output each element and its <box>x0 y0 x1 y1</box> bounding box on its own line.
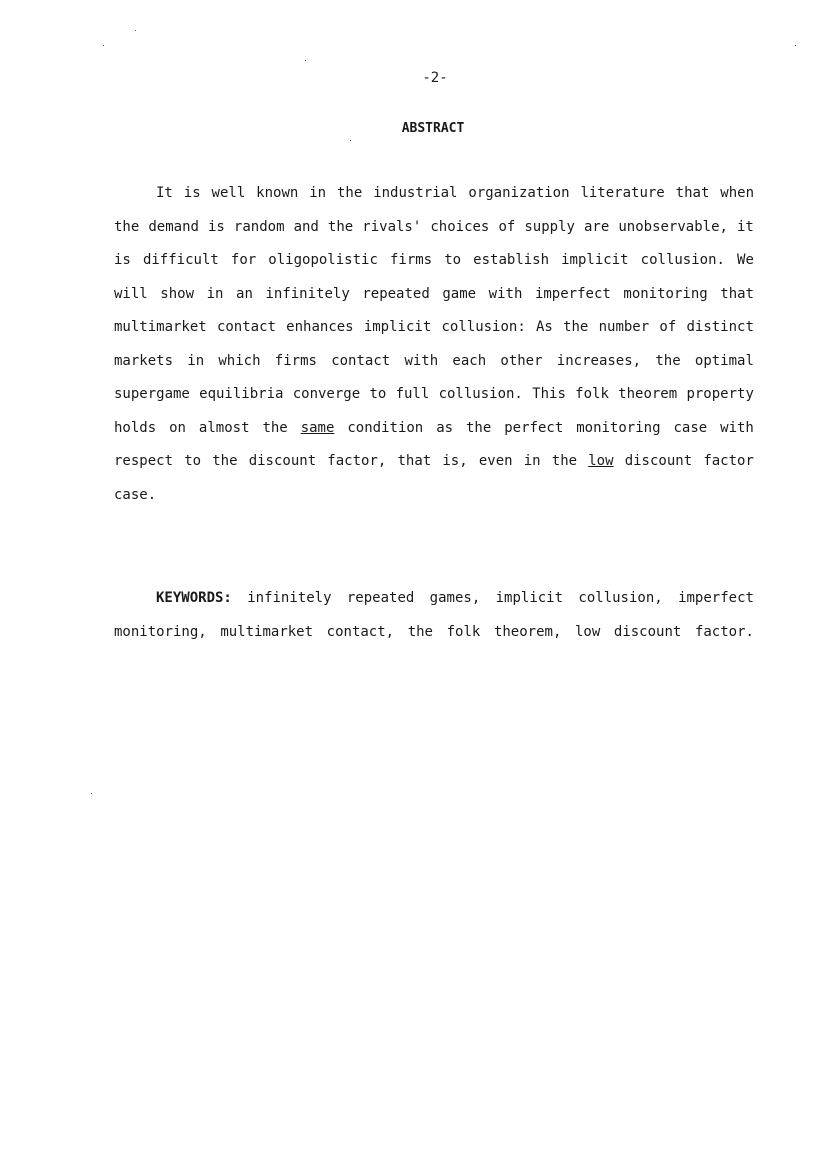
word: contact <box>216 319 276 335</box>
word: theorem, <box>493 623 562 640</box>
word: each <box>452 352 487 369</box>
word: supply <box>524 218 575 235</box>
word: discount <box>248 453 317 469</box>
word: discount <box>613 623 682 640</box>
word: the <box>212 453 238 469</box>
word: that <box>397 453 432 469</box>
word: factor, <box>327 453 387 469</box>
word: show <box>160 285 195 302</box>
word: repeated <box>346 590 415 606</box>
word: implicit <box>495 590 564 606</box>
word: with <box>720 419 754 436</box>
word: the <box>407 623 433 640</box>
word: holds <box>114 419 157 436</box>
word: the <box>327 218 354 235</box>
word: of <box>659 319 677 335</box>
keywords-line-2 <box>114 622 754 656</box>
word: implicit <box>561 252 629 268</box>
word: known <box>256 185 299 201</box>
word: the <box>114 218 140 235</box>
keywords-line-1 <box>114 588 754 622</box>
word: in <box>309 185 327 201</box>
word: imperfect <box>534 285 611 302</box>
word: with <box>404 352 439 369</box>
abstract-line <box>114 250 754 284</box>
word: games, <box>429 590 481 606</box>
word: markets <box>114 352 174 369</box>
word: will <box>114 285 148 302</box>
word: theorem <box>618 386 678 402</box>
word: organization <box>468 185 570 201</box>
word: same <box>300 419 335 436</box>
word: monitoring, <box>114 623 207 640</box>
word: oligopolistic <box>268 252 378 268</box>
word: establish <box>473 252 550 268</box>
word: literature <box>580 185 665 201</box>
word: supergame <box>114 386 190 402</box>
abstract-line <box>114 183 754 217</box>
word: factor. <box>694 623 754 640</box>
word: monitoring <box>623 285 708 302</box>
word: to <box>369 386 387 402</box>
word: contact <box>331 352 391 369</box>
keywords-label: KEYWORDS: <box>156 590 232 606</box>
word: the <box>551 453 578 469</box>
word: folk <box>575 386 609 402</box>
word: implicit <box>363 319 432 335</box>
word: firms <box>389 252 433 268</box>
word: monitoring <box>576 419 661 436</box>
word: collusion: <box>441 319 526 335</box>
word: in <box>523 453 541 469</box>
word: game <box>442 285 477 302</box>
word: is <box>114 252 131 268</box>
word: almost <box>198 419 250 436</box>
word: to <box>184 453 202 469</box>
word: the <box>466 419 492 436</box>
abstract-heading: ABSTRACT <box>401 121 465 136</box>
word: repeated <box>362 285 430 302</box>
word: on <box>169 419 186 436</box>
word: rivals' <box>362 218 422 235</box>
word: that <box>675 185 710 201</box>
word: distinct <box>686 319 754 335</box>
word: an <box>236 285 253 302</box>
word: We <box>737 252 754 268</box>
abstract-line <box>114 485 754 519</box>
word: case. <box>114 486 157 503</box>
word: the <box>655 352 681 369</box>
abstract-line <box>114 317 754 351</box>
word: equilibria <box>199 386 284 402</box>
word: is <box>208 218 225 235</box>
word: industrial <box>373 185 458 201</box>
word: imperfect <box>678 590 754 606</box>
word: increases, <box>556 352 642 369</box>
word: for <box>230 252 257 268</box>
word: infinitely <box>265 285 350 302</box>
word: enhances <box>286 319 354 335</box>
abstract-body <box>114 183 754 518</box>
word: with <box>488 285 523 302</box>
word: which <box>218 352 261 369</box>
word: other <box>500 352 543 369</box>
word: collusion. <box>438 386 523 402</box>
word: it <box>737 218 754 235</box>
abstract-line <box>114 451 754 485</box>
word: It <box>156 185 173 201</box>
word: as <box>436 419 454 436</box>
word: collusion. <box>640 252 725 268</box>
word: case <box>673 419 708 436</box>
word: and <box>293 218 319 235</box>
word: converge <box>292 386 361 402</box>
word: contact, <box>326 623 395 640</box>
abstract-line <box>114 284 754 318</box>
word: perfect <box>504 419 564 436</box>
abstract-line <box>114 217 754 251</box>
word: of <box>498 218 516 235</box>
word: difficult <box>142 252 219 268</box>
word: when <box>720 185 754 201</box>
word: are <box>584 218 610 235</box>
word: multimarket <box>114 319 207 335</box>
word: the <box>262 419 288 436</box>
word: random <box>233 218 285 235</box>
word: infinitely <box>247 590 332 606</box>
word: multimarket <box>220 623 314 640</box>
word: that <box>720 285 754 302</box>
word: As <box>536 319 553 335</box>
keywords-block <box>114 588 754 655</box>
word: folk <box>446 623 481 640</box>
word: firms <box>274 352 317 369</box>
word: low <box>574 623 601 640</box>
word: discount <box>624 453 693 469</box>
abstract-line <box>114 418 754 452</box>
word: collusion, <box>578 590 663 606</box>
word: number <box>598 319 650 335</box>
word: in <box>206 285 224 302</box>
abstract-line <box>114 384 754 418</box>
word: is <box>183 185 201 201</box>
word: choices <box>430 218 490 235</box>
word: property <box>686 386 754 402</box>
word: demand <box>148 218 199 235</box>
abstract-line <box>114 351 754 385</box>
word: optimal <box>694 352 754 369</box>
word: in <box>187 352 205 369</box>
word: the <box>336 185 363 201</box>
word: well <box>211 185 246 201</box>
word: respect <box>114 453 174 469</box>
word: even <box>478 453 513 469</box>
word: This <box>532 386 566 402</box>
page-number: -2- <box>422 70 448 86</box>
word: is, <box>442 453 468 469</box>
word: low <box>588 453 614 469</box>
word: full <box>395 386 430 402</box>
word: unobservable, <box>618 218 728 235</box>
word: factor <box>703 453 754 469</box>
word: condition <box>347 419 424 436</box>
word: the <box>563 319 589 335</box>
word: to <box>444 252 462 268</box>
